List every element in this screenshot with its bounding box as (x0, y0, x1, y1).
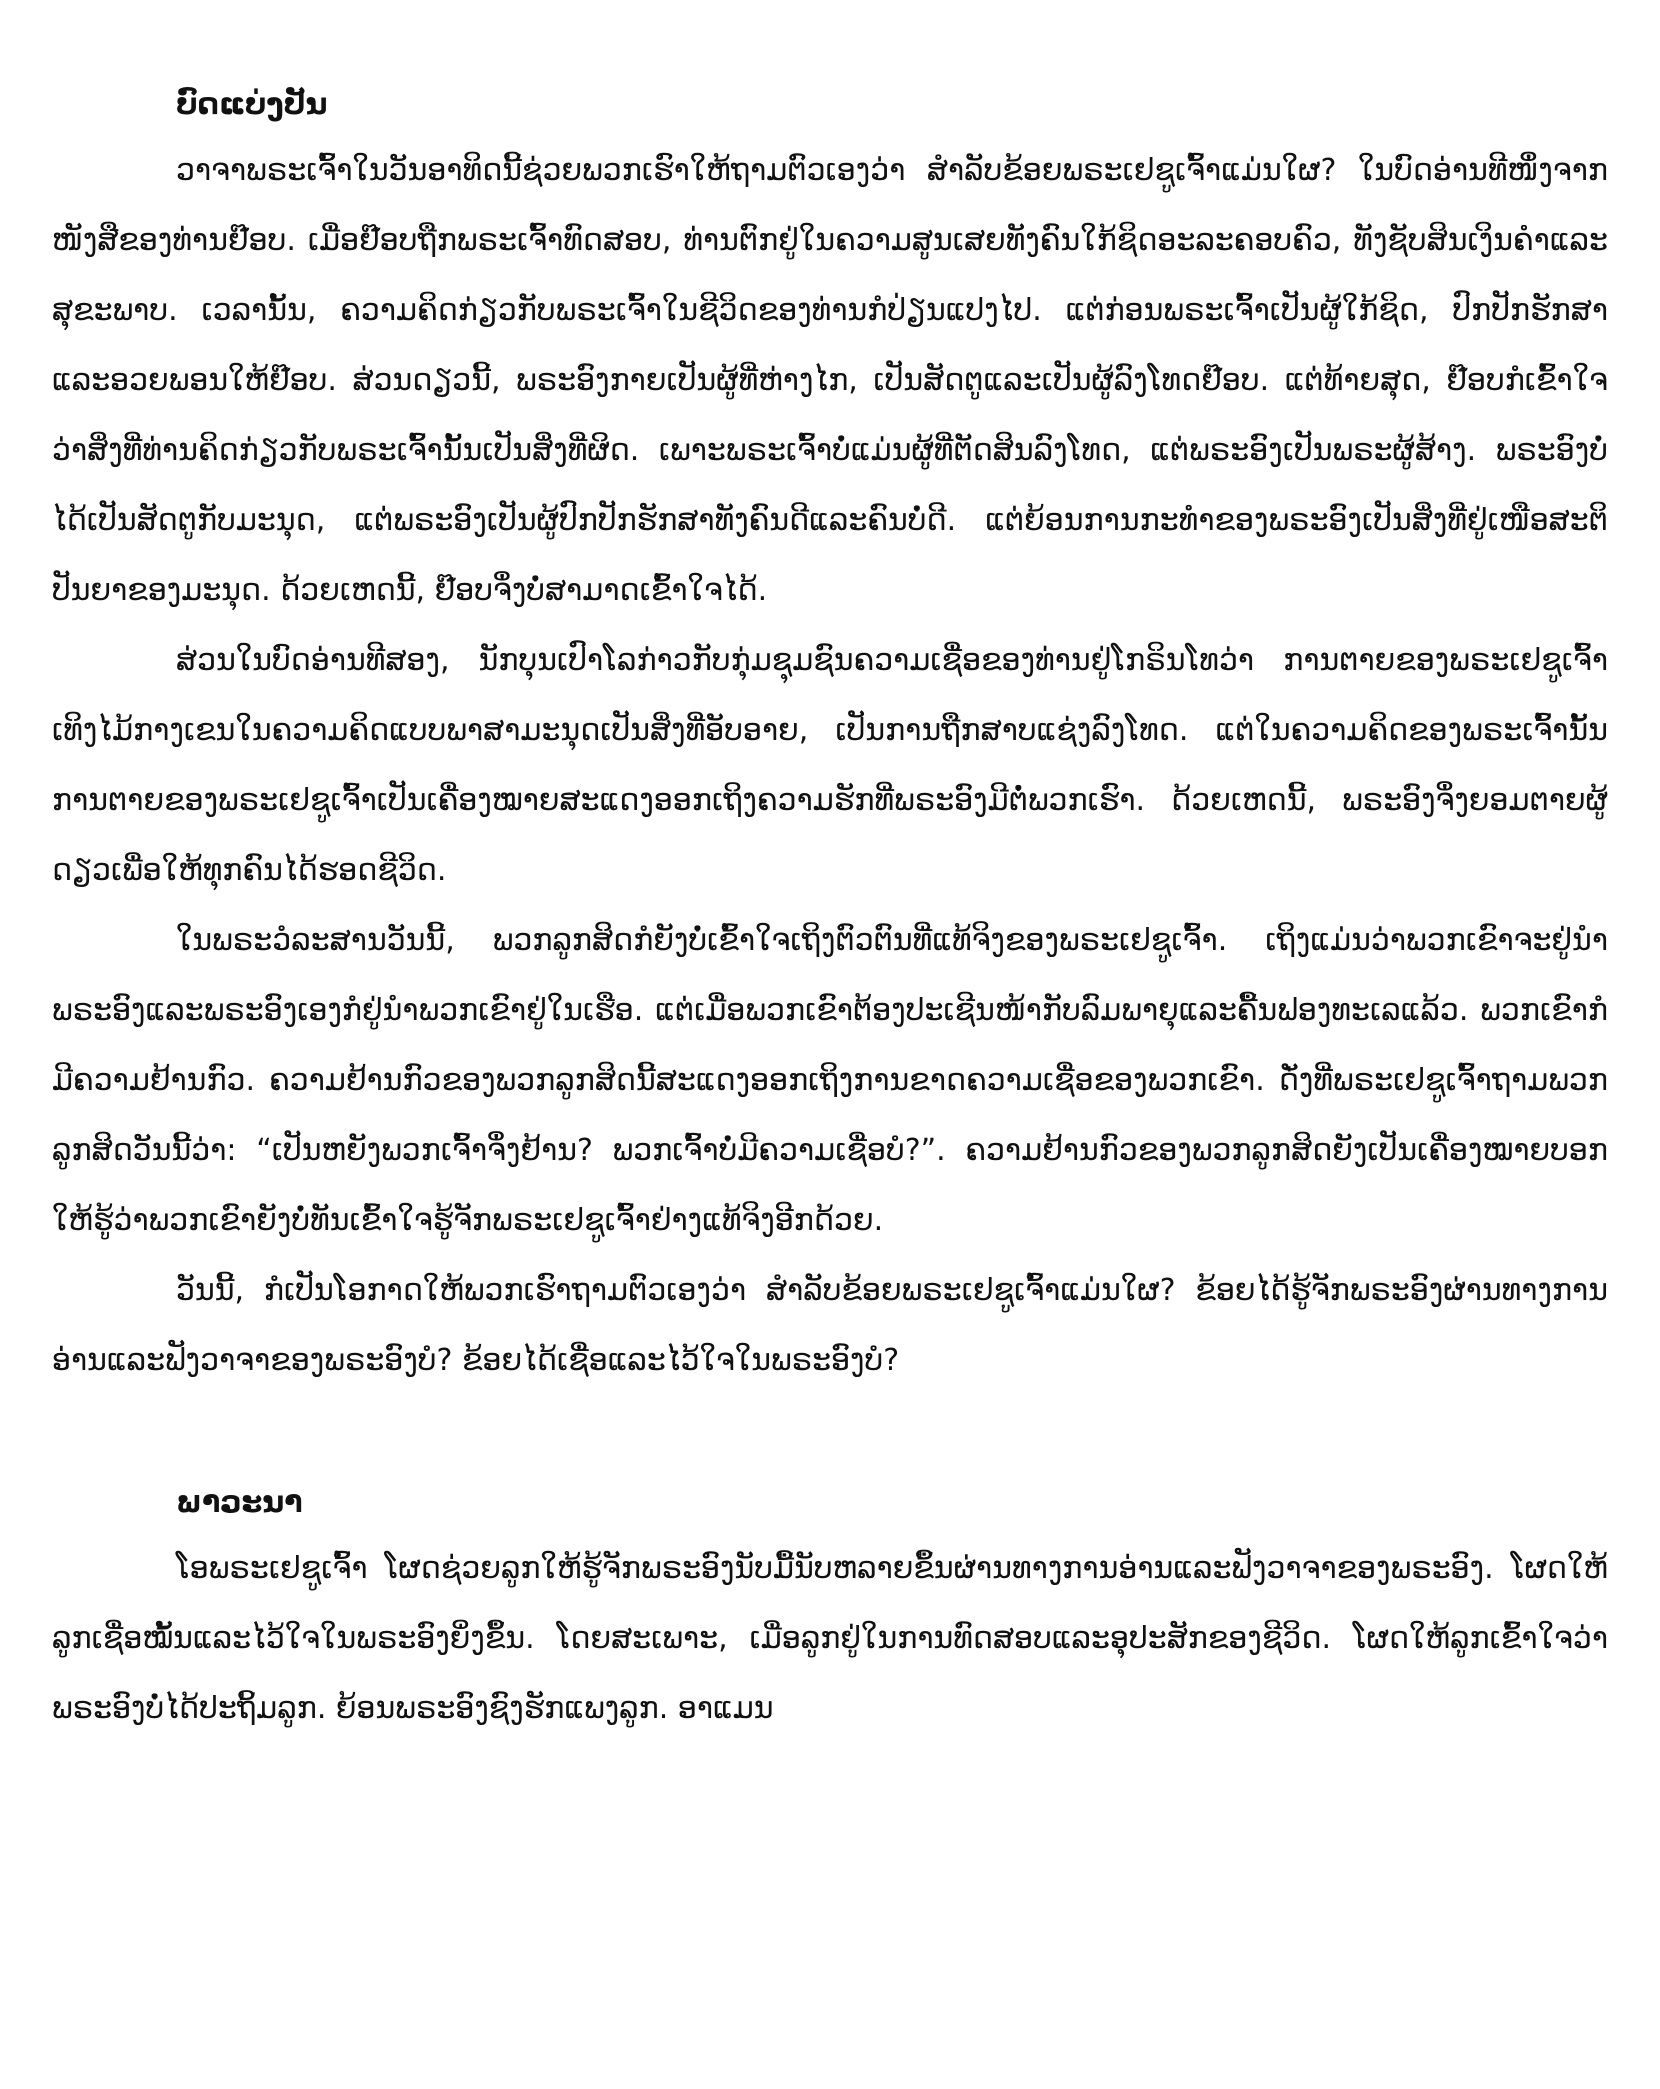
reflection-paragraph-3: ໃນພຣະວໍລະສານວັນນີ້, ພວກລູກສິດກໍຍັງບໍ່ເຂົ້າໃຈເຖິງຕົວຕົນທີ່ແທ້ຈິງຂອງພຣະເຢຊູເຈົ້າ. ເຖິງແມ່ນວ່າພວກເຂົາຈະຢູ່ນຳພຣະອົງແລະພຣະອົງເອງກໍຢູ່ນຳພວກເຂົາຢູ່ໃນເຮືອ. ແຕ່ເມື່ອພວກເຂົາຕ້ອງປະເຊີນໜ້າກັບລົມພາຍຸແລະຄື້ນຟອງທະເລແລ້ວ. ພວກເຂົາກໍມີຄວາມຢ້ານກົວ. ຄວາມຢ້ານກົວຂອງພວກລູກສິດນີ້ສະແດງອອກເຖິງການຂາດຄວາມເຊື່ອຂອງພວກເຂົາ. ດັ່ງທີ່ພຣະເຢຊູເຈົ້າຖາມພວກລູກສິດວັນນີ້ວ່າ: “ເປັນຫຍັງພວກເຈົ້າຈຶ່ງຢ້ານ? ພວກເຈົ້າບໍ່ມີຄວາມເຊື່ອບໍ?”. ຄວາມຢ້ານກົວຂອງພວກລູກສິດຍັງເປັນເຄື່ອງໝາຍບອກໃຫ້ຮູ້ວ່າພວກເຂົາຍັງບໍ່ທັນເຂົ້າໃຈຮູ້ຈັກພຣະເຢຊູເຈົ້າຢ່າງແທ້ຈິງອີກດ້ວຍ. (52, 923, 1608, 1238)
reflection-paragraph-2: ສ່ວນໃນບົດອ່ານທີສອງ, ນັກບຸນເປົາໂລກ່າວກັບກຸ່ມຊຸມຊົນຄວາມເຊື່ອຂອງທ່ານຢູ່ໂກຣິນໂທວ່າ ການຕາຍຂອງພຣະເຢຊູເຈົ້າເທິງໄມ້ກາງເຂນໃນຄວາມຄິດແບບພາສາມະນຸດເປັນສິ່ງທີ່ອັບອາຍ, ເປັນການຖືກສາບແຊ່ງລົງໂທດ. ແຕ່ໃນຄວາມຄິດຂອງພຣະເຈົ້ານັ້ນການຕາຍຂອງພຣະເຢຊູເຈົ້າເປັນເຄື່ອງໝາຍສະແດງອອກເຖິງຄວາມຮັກທີ່ພຣະອົງມີຕໍ່ພວກເຮົາ. ດ້ວຍເຫດນີ້, ພຣະອົງຈຶ່ງຍອມຕາຍຜູ້ດຽວເພື່ອໃຫ້ທຸກຄົນໄດ້ຮອດຊີວິດ. (52, 643, 1608, 888)
prayer-section (52, 1476, 1608, 1744)
prayer-heading: ພາວະນາ (176, 1485, 303, 1520)
reflection-paragraph-4: ວັນນີ້, ກໍເປັນໂອກາດໃຫ້ພວກເຮົາຖາມຕົວເອງວ່າ ສຳລັບຂ້ອຍພຣະເຢຊູເຈົ້າແມ່ນໃຜ? ຂ້ອຍໄດ້ຮູ້ຈັກພຣະອົງຜ່ານທາງການອ່ານແລະຟັງວາຈາຂອງພຣະອົງບໍ? ຂ້ອຍໄດ້ເຊື່ອແລະໄວ້ໃຈໃນພຣະອົງບໍ? (52, 1273, 1608, 1378)
reflection-paragraph-1: ວາຈາພຣະເຈົ້າໃນວັນອາທິດນີ້ຊ່ວຍພວກເຮົາໃຫ້ຖາມຕົວເອງວ່າ ສຳລັບຂ້ອຍພຣະເຢຊູເຈົ້າແມ່ນໃຜ? ໃນບົດອ່ານທີໜຶ່ງຈາກໜັງສືຂອງທ່ານຢ໊ອບ. ເມື່ອຢ໊ອບຖືກພຣະເຈົ້າທົດສອບ, ທ່ານຕົກຢູ່ໃນຄວາມສູນເສຍທັງຄົນໃກ້ຊິດອະລະຄອບຄົວ, ທັງຊັບສິນເງິນຄຳແລະສຸຂະພາບ. ເວລານັ້ນ, ຄວາມຄິດກ່ຽວກັບພຣະເຈົ້າໃນຊີວິດຂອງທ່ານກໍປ່ຽນແປງໄປ. ແຕ່ກ່ອນພຣະເຈົ້າເປັນຜູ້ໃກ້ຊິດ, ປົກປັກຮັກສາແລະອວຍພອນໃຫ້ຢ໊ອບ. ສ່ວນດຽວນີ້, ພຣະອົງກາຍເປັນຜູ້ທີ່ຫ່າງໄກ, ເປັນສັດຕູແລະເປັນຜູ້ລົງໂທດຢ໊ອບ. ແຕ່ທ້າຍສຸດ, ຢ໊ອບກໍເຂົ້າໃຈວ່າສິ່ງທີ່ທ່ານຄິດກ່ຽວກັບພຣະເຈົ້ານັ້ນເປັນສິ່ງທີ່ຜິດ. ເພາະພຣະເຈົ້າບໍ່ແມ່ນຜູ້ທີ່ຕັດສິນລົງໂທດ, ແຕ່ພຣະອົງເປັນພຣະຜູ້ສ້າງ. ພຣະອົງບໍ່ໄດ້ເປັນສັດຕູກັບມະນຸດ, ແຕ່ພຣະອົງເປັນຜູ້ປົກປັກຮັກສາທັງຄົນດີແລະຄົນບໍ່ດີ. ແຕ່ຍ້ອນການກະທຳຂອງພຣະອົງເປັນສິ່ງທີ່ຢູ່ເໜືອສະຕິປັນຍາຂອງມະນຸດ. ດ້ວຍເຫດນີ້, ຢ໊ອບຈຶ່ງບໍ່ສາມາດເຂົ້າໃຈໄດ້. (52, 153, 1608, 608)
reflection-heading: ບົດແບ່ງປັນ (176, 87, 328, 122)
prayer-paragraph: ໂອພຣະເຢຊູເຈົ້າ ໂຜດຊ່ວຍລູກໃຫ້ຮູ້ຈັກພຣະອົງນັບມື້ນັບຫລາຍຂຶ້ນຜ່ານທາງການອ່ານແລະຟັງວາຈາຂອງພຣະອົງ. ໂຜດໃຫ້ລູກເຊື່ອໝັ້ນແລະໄວ້ໃຈໃນພຣະອົງຍິ່ງຂຶ້ນ. ໂດຍສະເພາະ, ເມື່ອລູກຢູ່ໃນການທົດສອບແລະອຸປະສັກຂອງຊີວິດ. ໂຜດໃຫ້ລູກເຂົ້າໃຈວ່າພຣະອົງບໍ່ໄດ້ປະຖິ້ມລູກ. ຍ້ອນພຣະອົງຊົງຮັກແພງລູກ. ອາແມນ (52, 1551, 1608, 1726)
reflection-section (52, 78, 1608, 1396)
